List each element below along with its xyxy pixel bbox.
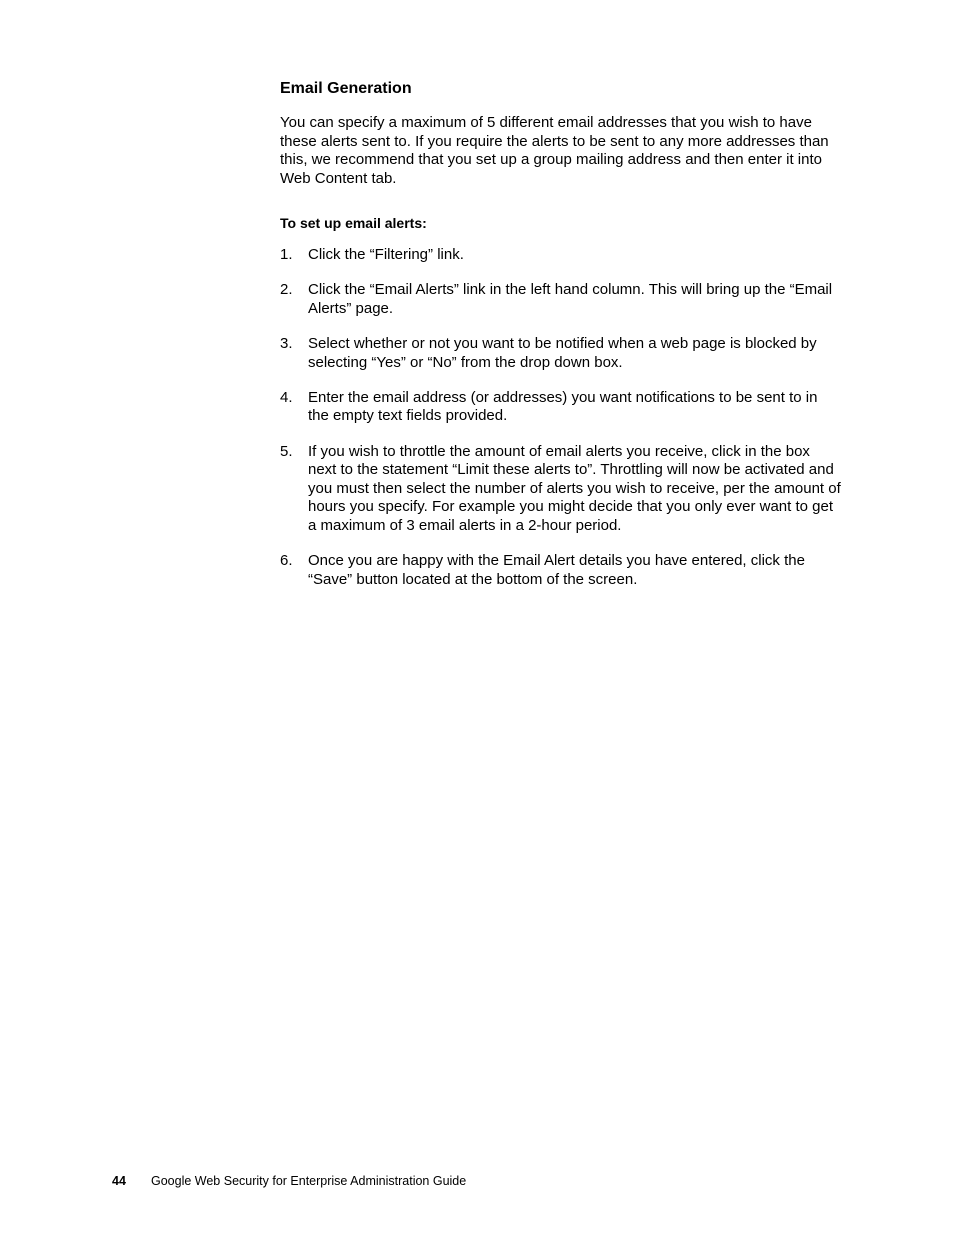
list-item (280, 335, 842, 372)
step-text: Select whether or not you want to be notified when a web page is blocked by selecting “Yes” or “No” from the drop down box. (308, 335, 817, 371)
list-item (280, 389, 842, 426)
step-number: 5. (280, 442, 293, 460)
step-text: Enter the email address (or addresses) you want notifications to be sent to in the empty text fields provided. (308, 388, 818, 425)
step-text: Click the “Filtering” link. (308, 246, 464, 264)
step-number: 1. (280, 246, 293, 264)
procedure-heading: To set up email alerts: (280, 215, 427, 232)
step-number: 2. (280, 281, 293, 299)
list-item (280, 281, 842, 318)
list-item (280, 552, 842, 589)
step-number: 3. (280, 335, 293, 353)
step-number: 4. (280, 388, 293, 406)
step-number: 6. (280, 552, 293, 569)
intro-paragraph: You can specify a maximum of 5 different email addresses that you wish to have these alerts sent to. If you require the alerts to be sent to any more addresses than this, we recommend that you set up a group mailing address and then enter it into Web Content tab. (280, 114, 829, 187)
page-footer (112, 1173, 466, 1189)
step-text: Click the “Email Alerts” link in the left hand column. This will bring up the “Email Alerts” page. (308, 281, 833, 318)
list-item (280, 246, 842, 265)
main-content (280, 78, 842, 606)
list-item (280, 443, 842, 536)
step-text: Once you are happy with the Email Alert details you have entered, click the “Save” button located at the bottom of the screen. (308, 552, 805, 588)
steps-list (280, 246, 842, 589)
page-number: 44 (112, 1174, 126, 1188)
section-heading: Email Generation (280, 80, 412, 97)
step-text: If you wish to throttle the amount of email alerts you receive, click in the box next to the statement “Limit these alerts to”. Throttling will now be activated and you must then select the number of alerts you wish to receive, per the amount of hours you specify. For example you might decide that you only ever want to get a maximum of 3 email alerts in a 2-hour period. (308, 442, 841, 534)
book-title: Google Web Security for Enterprise Administration Guide (151, 1174, 467, 1188)
